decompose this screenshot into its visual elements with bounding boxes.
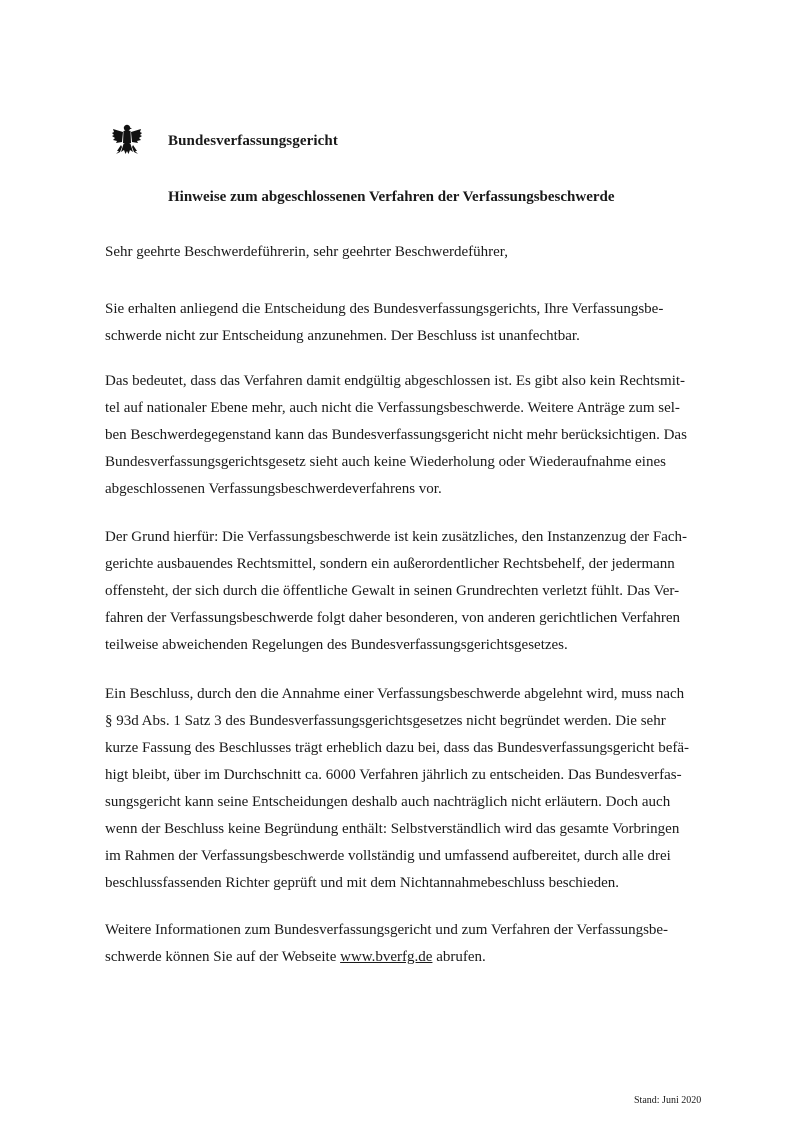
- salutation: Sehr geehrte Beschwerdeführerin, sehr geehrter Beschwerdeführer,: [105, 244, 508, 260]
- paragraph-line: Das bedeutet, dass das Verfahren damit endgültig abgeschlossen ist. Es gibt also kein Rechtsmit-: [105, 373, 686, 389]
- paragraph: [105, 681, 705, 897]
- paragraph-line: higt bleibt, über im Durchschnitt ca. 6000 Verfahren jährlich zu entscheiden. Das Bundesverfas-: [105, 767, 682, 783]
- closing-text-before-link: schwerde können Sie auf der Webseite: [105, 949, 341, 965]
- organization-name: Bundesverfassungsgericht: [168, 132, 338, 149]
- paragraph-line: sungsgericht kann seine Entscheidungen deshalb auch nachträglich nicht erläutern. Doch auch: [105, 794, 671, 810]
- paragraph-line: teilweise abweichenden Regelungen des Bundesverfassungsgerichtsgesetzes.: [105, 637, 568, 653]
- paragraph: [105, 524, 705, 659]
- paragraph-line: schwerde nicht zur Entscheidung anzunehmen. Der Beschluss ist unanfechtbar.: [105, 328, 580, 344]
- paragraph: [105, 296, 705, 350]
- paragraph-line: gerichte ausbauendes Rechtsmittel, sondern ein außerordentlicher Rechtsbehelf, der jedermann: [105, 556, 675, 572]
- paragraph-line: § 93d Abs. 1 Satz 3 des Bundesverfassungsgerichtsgesetzes nicht begründet werden. Die sehr: [105, 713, 666, 729]
- paragraph-line: abgeschlossenen Verfassungsbeschwerdeverfahrens vor.: [105, 481, 442, 497]
- paragraph-line: Sie erhalten anliegend die Entscheidung des Bundesverfassungsgerichts, Ihre Verfassungsbe-: [105, 301, 664, 317]
- paragraph-line: im Rahmen der Verfassungsbeschwerde vollständig und umfassend aufbereitet, durch alle drei: [105, 848, 671, 864]
- federal-eagle-icon: [110, 123, 144, 159]
- paragraph-line: kurze Fassung des Beschlusses trägt erheblich dazu bei, dass das Bundesverfassungsgericht befä-: [105, 740, 690, 756]
- paragraph-line: tel auf nationaler Ebene mehr, auch nicht die Verfassungsbeschwerde. Weitere Anträge zum sel-: [105, 400, 680, 416]
- paragraph-line: [105, 944, 705, 971]
- website-link[interactable]: www.bverfg.de: [340, 949, 433, 965]
- paragraph-line: Weitere Informationen zum Bundesverfassungsgericht und zum Verfahren der Verfassungsbe-: [105, 922, 669, 938]
- document-date-footer: Stand: Juni 2020: [634, 1095, 702, 1106]
- closing-paragraph: [105, 917, 705, 971]
- paragraph: [105, 368, 705, 503]
- document-title: Hinweise zum abgeschlossenen Verfahren der Verfassungsbeschwerde: [168, 189, 615, 205]
- paragraph-line: ben Beschwerdegegenstand kann das Bundesverfassungsgericht nicht mehr berücksichtigen. Das: [105, 427, 687, 443]
- letterhead: [110, 124, 338, 158]
- paragraph-line: wenn der Beschluss keine Begründung enthält: Selbstverständlich wird das gesamte Vorbringen: [105, 821, 680, 837]
- closing-text-after-link: abrufen.: [432, 949, 486, 965]
- paragraph-line: Bundesverfassungsgerichtsgesetz sieht auch keine Wiederholung oder Wiederaufnahme eines: [105, 454, 666, 470]
- paragraph-line: beschlussfassenden Richter geprüft und mit dem Nichtannahmebeschluss beschieden.: [105, 875, 620, 891]
- paragraph-line: offensteht, der sich durch die öffentliche Gewalt in seinen Grundrechten verletzt fühlt. Das Ver-: [105, 583, 680, 599]
- paragraph-line: Ein Beschluss, durch den die Annahme einer Verfassungsbeschwerde abgelehnt wird, muss nach: [105, 686, 685, 702]
- paragraph-line: Der Grund hierfür: Die Verfassungsbeschwerde ist kein zusätzliches, den Instanzenzug der Fach-: [105, 529, 688, 545]
- paragraph-line: fahren der Verfassungsbeschwerde folgt daher besonderen, von anderen gerichtlichen Verfahren: [105, 610, 681, 626]
